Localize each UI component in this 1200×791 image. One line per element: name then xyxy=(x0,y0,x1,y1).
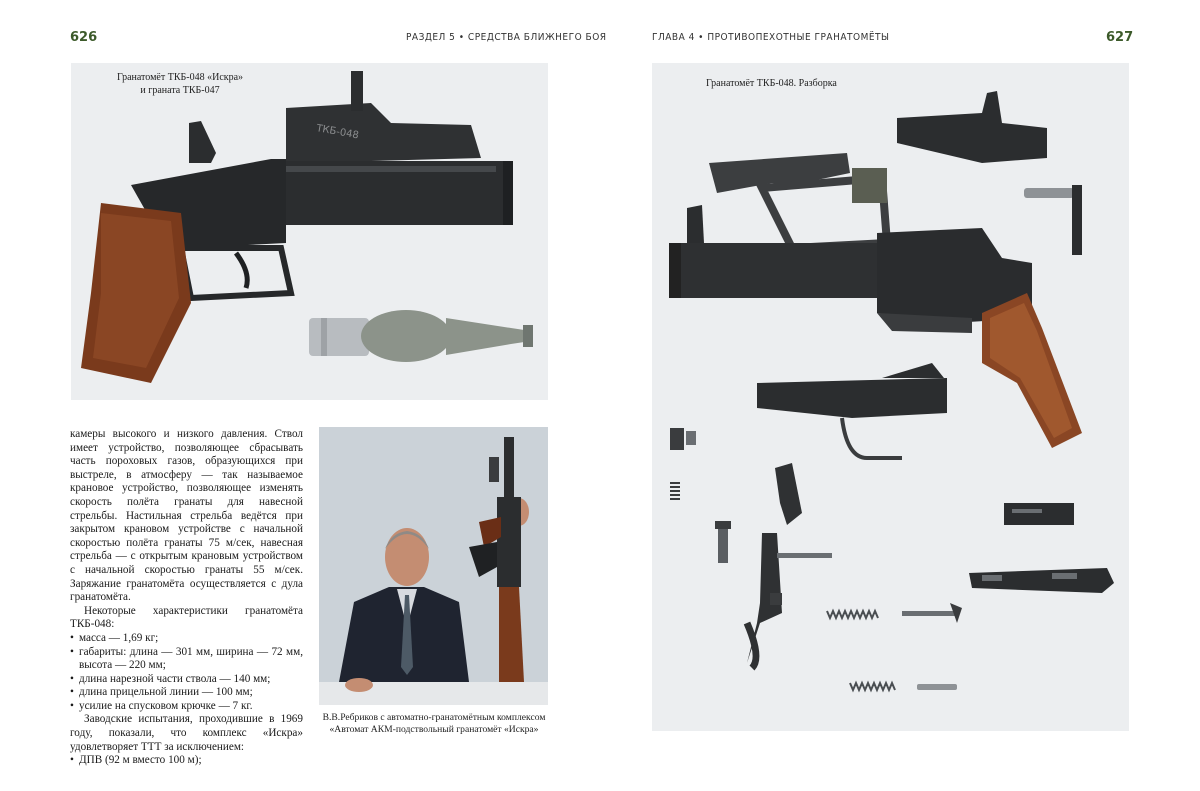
portrait-photo xyxy=(319,427,548,705)
grenade-launcher-illustration xyxy=(71,63,548,400)
spec-list xyxy=(70,632,303,714)
spec-item: • габариты: длина — 301 мм, ширина — 72 мм, высота — 220 мм; xyxy=(70,646,303,673)
disassembly-photo xyxy=(652,63,1129,731)
trials-item: • ДПВ (92 м вместо 100 м); xyxy=(70,754,303,768)
body-paragraph: Некоторые характеристики гранатомёта ТКБ-048: xyxy=(70,604,303,631)
portrait-caption xyxy=(312,712,556,736)
portrait-caption-line-1: В.В.Ребриков с автоматно-гранатомётным комплексом xyxy=(322,712,546,723)
spec-item: • масса — 1,69 кг; xyxy=(70,632,303,646)
portrait-illustration xyxy=(319,427,548,705)
top-photo-caption-line-1: Гранатомёт ТКБ-048 «Искра» xyxy=(116,72,244,83)
portrait-caption-line-2: «Автомат АКМ-подствольный гранатомёт «Искра» xyxy=(329,724,539,735)
right-page-number: 627 xyxy=(1106,30,1134,45)
top-photo-caption-line-2: и граната ТКБ-047 xyxy=(140,85,220,96)
disassembly-caption: Гранатомёт ТКБ-048. Разборка xyxy=(706,78,837,89)
disassembly-illustration xyxy=(652,63,1129,731)
body-paragraph: камеры высокого и низкого давления. Ствол имеет устройство, позволяющее сбрасывать часть пороховых газов, образующихся при выстреле, в атмосферу — так называемое крановое устройство, позволяющее изменять скорость полёта гранаты для навесной стрельбы. Настильная стрельба ведётся при закрытом крановом устройстве с начальной скоростью полёта гранаты 75 м/сек, навесная стрельба — с открытым крановым устройством с начальной скоростью гранаты 55 м/сек. Заряжание гранатомёта осуществляется с дула гранатомёта. xyxy=(70,428,303,604)
spec-item: • усилие на спусковом крючке — 7 кг. xyxy=(70,700,303,714)
right-running-head: ГЛАВА 4 • ПРОТИВОПЕХОТНЫЕ ГРАНАТОМЁТЫ xyxy=(652,32,890,43)
left-page-number: 626 xyxy=(70,30,98,45)
grenade-launcher-photo xyxy=(71,63,548,400)
trials-list xyxy=(70,754,303,768)
top-photo-caption xyxy=(105,71,255,97)
spec-item: • длина нарезной части ствола — 140 мм; xyxy=(70,673,303,687)
trials-paragraph: Заводские испытания, проходившие в 1969 году, показали, что комплекс «Искра» удовлетворяет ТТТ за исключением: xyxy=(70,713,303,753)
spec-item: • длина прицельной линии — 100 мм; xyxy=(70,686,303,700)
left-running-head: РАЗДЕЛ 5 • СРЕДСТВА БЛИЖНЕГО БОЯ xyxy=(406,32,607,43)
body-text-column xyxy=(70,428,303,768)
weapon-stamp: ТКБ-048 xyxy=(315,123,360,142)
